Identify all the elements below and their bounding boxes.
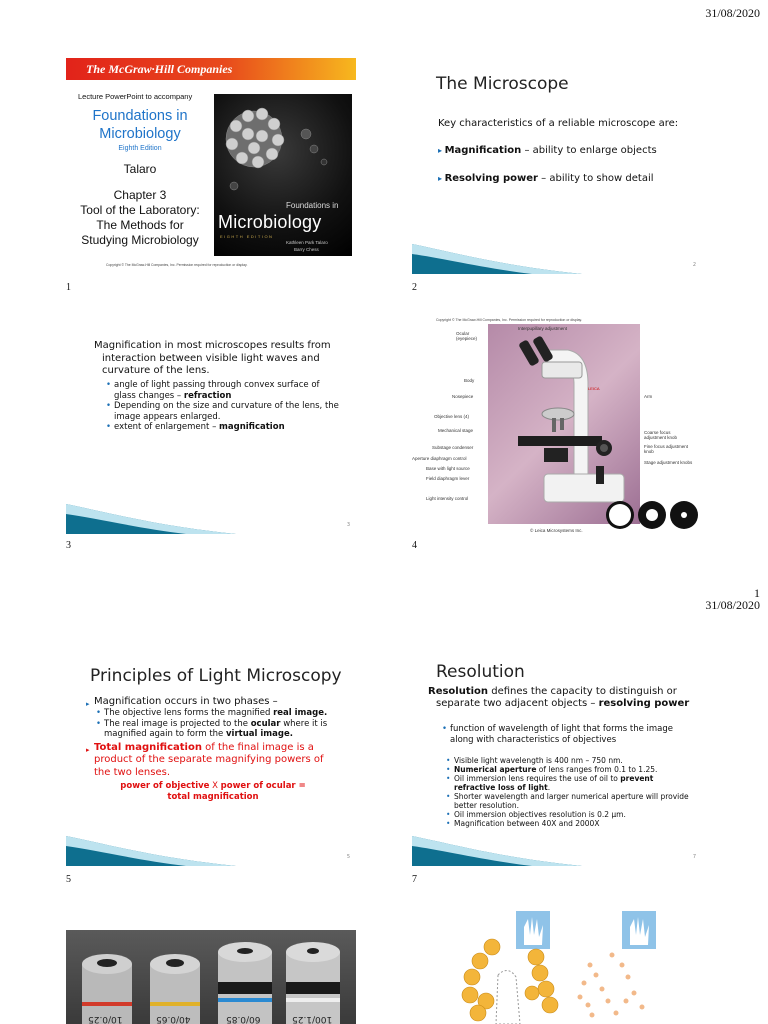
label-interpupillary: Interpupillary adjustment: [518, 326, 568, 331]
book-cover: [214, 94, 352, 256]
slide5-title: Principles of Light Microscopy: [90, 666, 342, 686]
slide4-copyright: Copyright © The McGraw-Hill Companies, Inc. Permission required for reproduction or display.: [436, 318, 583, 322]
author: Talaro: [123, 162, 157, 176]
slide7-details: [446, 756, 694, 828]
slide-9-resolution-illustration: [412, 905, 702, 1024]
label-field-diaphragm: Field diaphragm lever: [426, 476, 470, 481]
slide3-intro: Magnification in most microscopes results from interaction between visible light waves and curvature of the lens.: [94, 340, 331, 376]
mcgraw-hill-banner: [66, 58, 356, 80]
swoosh-decoration: [412, 832, 582, 866]
slide5-content: [86, 696, 340, 803]
chapter-number: Chapter 3: [113, 188, 167, 202]
slide7-detail-1: • Visible light wavelength is 400 nm – 750 nm.: [446, 756, 694, 765]
desc-magnification: – ability to enlarge objects: [521, 145, 657, 156]
slide5-formula: power of objective X power of ocular = total magnification: [120, 781, 306, 802]
slide2-item-magnification: ▸ Magnification – ability to enlarge objects: [438, 145, 657, 156]
label-fine-focus: Fine focus adjustment knob: [644, 444, 689, 454]
page-date-second: 31/08/2020: [705, 598, 760, 612]
label-body: Body: [464, 378, 475, 383]
label-objective: Objective lens (4): [434, 414, 470, 419]
chapter: [72, 188, 208, 248]
book-title-line-1: Foundations in: [92, 108, 188, 124]
slide-number-7: 7: [412, 874, 417, 885]
label-base: Base with light source: [426, 466, 470, 471]
slide5-bullet-1: ▸ Magnification occurs in two phases –: [86, 696, 278, 708]
objective-label-1: 10/0.25: [88, 1014, 123, 1024]
objective-lenses-illustration: [66, 930, 356, 1024]
slide-1: [66, 58, 356, 274]
slide2-intro: Key characteristics of a reliable microscope are:: [438, 118, 679, 129]
slide7-detail-3: • Oil immersion lens requires the use of oil to prevent refractive loss of light.: [446, 774, 694, 792]
slide-number-4: 4: [412, 540, 417, 551]
cover-author-1: Kathleen Park Talaro: [286, 240, 328, 245]
slide3-bullet-2: • Depending on the size and curvature of the lens, the image appears enlarged.: [106, 401, 342, 422]
swoosh-decoration: [66, 500, 236, 534]
microscope-illustration: [488, 324, 640, 524]
slide7-footer-mark: 7: [692, 854, 696, 860]
slide5-footer-mark: 5: [346, 854, 350, 860]
slide5-bullet-2: ▸ Total magnification of the final image is a product of the separate magnifying powers of the two lenses.: [86, 741, 324, 778]
chapter-title-3: Studying Microbiology: [81, 233, 199, 247]
objective-label-2: 40/0.65: [156, 1014, 191, 1024]
slide-number-1: 1: [66, 282, 71, 293]
slide-2: [412, 58, 702, 274]
slide7-sub: [442, 724, 682, 745]
resolution-hands-illustration: [412, 905, 702, 1024]
chapter-title-1: Tool of the Laboratory:: [80, 203, 200, 217]
slide7-detail-2: • Numerical aperture of lens ranges from 0.1 to 1.25.: [446, 765, 694, 774]
term-magnification: Magnification: [444, 145, 522, 156]
desc-resolving: – ability to show detail: [537, 173, 654, 184]
banner-text: The McGraw·Hill Companies: [86, 62, 233, 76]
chapter-title-2: The Methods for: [96, 218, 184, 232]
slide3-bullets: [106, 380, 342, 433]
slide-4: [412, 318, 702, 534]
slide-number-3: 3: [66, 540, 71, 551]
lecture-line: Lecture PowerPoint to accompany: [78, 92, 193, 101]
slide5-sub-1: • The objective lens forms the magnified real image.: [96, 708, 340, 719]
cover-big-title: Microbiology: [218, 212, 322, 232]
slide2-item-resolving: ▸ Resolving power – ability to show detail: [438, 173, 654, 184]
svg-text:LEICA: LEICA: [588, 386, 600, 391]
slide5-sub-bullets: [96, 708, 340, 740]
label-ocular: Ocular (eyepiece): [456, 331, 478, 341]
label-light-intensity: Light intensity control: [426, 496, 469, 501]
slide-8-objectives-photo: [66, 930, 356, 1024]
swoosh-decoration: [66, 832, 236, 866]
label-coarse-focus: Coarse focus adjustment knob: [644, 430, 678, 440]
slide7-detail-5: • Oil immersion objectives resolution is 0.2 µm.: [446, 810, 694, 819]
cover-author-2: Barry Chess: [294, 247, 319, 252]
slide5-sub-2: • The real image is projected to the ocular where it is magnified again to form the virtual image.: [96, 719, 340, 740]
label-aperture: Aperture diaphragm control: [412, 456, 467, 461]
label-stage-adjustment: Stage adjustment knobs: [644, 460, 693, 465]
photo-credit: © Leica Microsystems Inc.: [530, 528, 583, 533]
label-nosepiece: Nosepiece: [452, 394, 474, 399]
slide7-title: Resolution: [436, 662, 525, 682]
objective-label-3: 60/0.85: [226, 1014, 261, 1024]
diaphragm-icons: [604, 498, 702, 532]
book-title: [72, 107, 208, 143]
label-mechanical-stage: Mechanical stage: [438, 428, 474, 433]
objective-label-4: 100/1.25: [292, 1014, 333, 1024]
slide3-bullet-3: • extent of enlargement – magnification: [106, 422, 342, 433]
cover-small-title: Foundations in: [286, 201, 339, 210]
slide3-bullet-1: • angle of light passing through convex surface of glass changes – refraction: [106, 380, 342, 401]
slide7-detail-4: • Shorter wavelength and larger numerical aperture will provide better resolution.: [446, 792, 694, 810]
slide2-title: The Microscope: [436, 74, 569, 94]
slide7-definition: Resolution defines the capacity to distinguish or separate two adjacent objects – resolving power: [428, 686, 690, 709]
book-title-line-2: Microbiology: [99, 126, 181, 142]
swoosh-decoration: [412, 240, 582, 274]
virus-illustration: [214, 94, 352, 204]
microscope-photo: [488, 324, 640, 524]
label-condenser: Substage condenser: [432, 445, 474, 450]
page-date-top: 31/08/2020: [705, 6, 760, 20]
slide-7: [412, 650, 702, 866]
slide3-footer-mark: 3: [346, 522, 350, 528]
slide-5: [66, 650, 356, 866]
term-resolving: Resolving power: [444, 173, 538, 184]
slide1-copyright: Copyright © The McGraw-Hill Companies, Inc. Permission required for reproduction or display.: [106, 263, 248, 267]
page-number: 1: [754, 586, 760, 600]
slide2-footer-mark: 2: [692, 262, 696, 268]
cover-edition: EIGHTH EDITION: [220, 234, 274, 239]
slide-number-2: 2: [412, 282, 417, 293]
slide-3: [66, 318, 356, 534]
slide7-sub-1: • function of wavelength of light that forms the image along with characteristics of objectives: [442, 724, 682, 745]
label-arm: Arm: [644, 394, 653, 399]
slide7-detail-6: • Magnification between 40X and 2000X: [446, 819, 694, 828]
edition: Eighth Edition: [118, 145, 162, 152]
slide-number-5: 5: [66, 874, 71, 885]
